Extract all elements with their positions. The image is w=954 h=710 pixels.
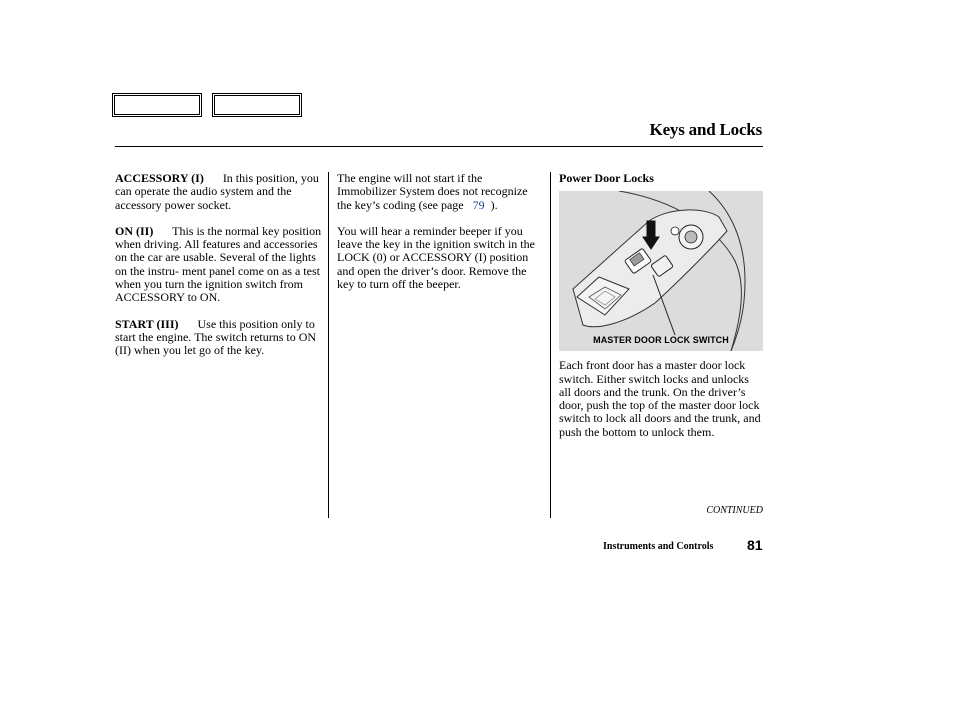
accessory-text: In this position, you can operate the audio system and the accessory power socket.	[115, 171, 319, 212]
column-immobilizer	[337, 172, 543, 291]
master-switch-paragraph: Each front door has a master door lock switch. Either switch locks and unlocks all doors and the trunk. On the driver’s door, push the top of the master door lock switch to lock all doors and the trunk, and push the bottom to unlock them.	[559, 358, 761, 439]
column-divider-1	[328, 172, 329, 518]
nav-tab-next[interactable]	[212, 93, 302, 117]
on-term: ON (II)	[115, 223, 154, 238]
power-door-locks-heading: Power Door Locks	[559, 171, 654, 185]
start-paragraph	[115, 318, 322, 358]
column-power-door-locks	[559, 172, 763, 439]
continued-label: CONTINUED	[706, 505, 763, 516]
immobilizer-paragraph	[337, 172, 543, 212]
column-ignition-positions	[115, 172, 322, 358]
footer-section-title: Instruments and Controls	[603, 541, 714, 552]
page-title: Keys and Locks	[649, 120, 762, 139]
start-text: Use this position only to start the engine. The switch returns to ON (II) when you let go of the key.	[115, 316, 317, 358]
immobilizer-text-end: ).	[490, 197, 498, 212]
beeper-paragraph: You will hear a reminder beeper if you leave the key in the ignition switch in the LOCK (0) or ACCESSORY (I) position and open the driver’s door. Remove the key to turn off the beeper.	[337, 223, 535, 292]
on-text: This is the normal key position when driving. All features and accessories on the car are usable. Several of the lights on the instru- ment panel come on as a test when you turn the ignition switch from ACCESSORY to ON.	[115, 223, 322, 305]
page-number: 81	[747, 537, 763, 553]
master-door-lock-switch-illustration	[559, 191, 763, 351]
immobilizer-text: The engine will not start if the Immobilizer System does not recognize the key’s coding (see page	[337, 171, 528, 212]
start-term: START (III)	[115, 316, 179, 331]
accessory-term: ACCESSORY (I)	[115, 171, 204, 185]
column-divider-2	[550, 172, 551, 518]
accessory-paragraph	[115, 172, 322, 212]
page-79-link[interactable]: 79	[472, 197, 485, 212]
on-paragraph	[115, 225, 322, 305]
title-divider	[115, 146, 763, 147]
figure-caption: MASTER DOOR LOCK SWITCH	[593, 335, 729, 345]
nav-tab-previous[interactable]	[112, 93, 202, 117]
door-panel-drawing	[559, 191, 763, 351]
